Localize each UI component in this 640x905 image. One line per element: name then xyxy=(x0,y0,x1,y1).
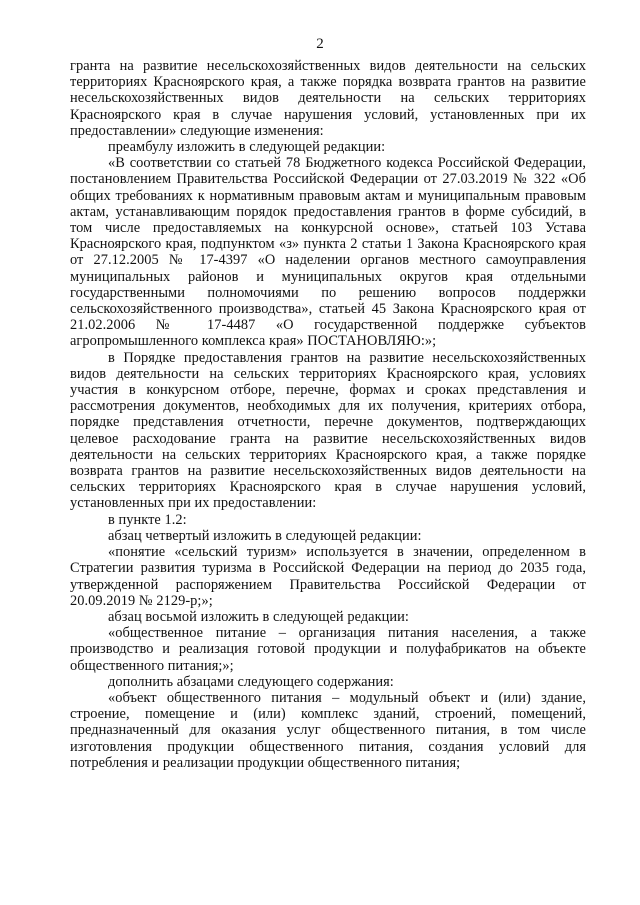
paragraph-catering-facility-definition: «объект общественного питания – модульный объект и (или) здание, строение, помещение и (или) комплекс зданий, строений, помещений, предназначенный для оказания услуг общественного питания, в том числе изготовления продукции общественного питания, создания условий для потребления и реализации продукции общественного питания; xyxy=(70,689,586,771)
paragraph-procedure-title: в Порядке предоставления грантов на развитие несельскохозяйственных видов деятельности на сельских территориях Красноярского края, условиях участия в конкурсном отборе, перечне, формах и сроках представления и рассмотрения документов, необходимых для их получения, критериях отбора, порядке представления отчетности, перечне документов, подтверждающих целевое расходование гранта на развитие несельскохозяйственных видов деятельности на сельских территориях Красноярского края, а также порядке возврата грантов на развитие несельскохозяйственных видов деятельности на сельских территориях Красноярского края в случае нарушения условий, установленных при их предоставлении: xyxy=(70,349,586,512)
paragraph-add-indents-instruction: дополнить абзацами следующего содержания: xyxy=(108,673,394,690)
paragraph-fourth-indent-instruction: абзац четвертый изложить в следующей редакции: xyxy=(108,527,422,544)
paragraph-intro-continuation: гранта на развитие несельскохозяйственных видов деятельности на сельских территориях Красноярского края, а также порядка возврата грантов на развитие несельскохозяйственных видов деятельности на сельских территориях Красноярского края в случае нарушения условий, установленных при их предоставлении» следующие изменения: xyxy=(70,58,586,139)
paragraph-clause-1-2: в пункте 1.2: xyxy=(108,511,187,528)
paragraph-preamble-text: «В соответствии со статьей 78 Бюджетного кодекса Российской Федерации, постановлением Правительства Российской Федерации от 27.03.2019 № 322 «Об общих требованиях к нормативным правовым актам и муниципальным правовым актам, устанавливающим порядок предоставления грантов в форме субсидий, в том числе предоставляемых на конкурсной основе», статьей 103 Устава Красноярского края, подпунктом «з» пункта 2 статьи 1 Закона Красноярского края от 27.12.2005 № 17-4397 «О наделении органов местного самоуправления муниципальных районов и муниципальных округов края отдельными государственными полномочиями по решению вопросов поддержки сельскохозяйственного производства», статьей 45 Закона Красноярского края от 21.02.2006 № 17-4487 «О государственной поддержке субъектов агропромышленного комплекса края» ПОСТАНОВЛЯЮ:»; xyxy=(70,155,586,350)
page-number: 2 xyxy=(316,36,324,52)
paragraph-preamble-instruction: преамбулу изложить в следующей редакции: xyxy=(108,139,386,156)
paragraph-public-catering-definition: «общественное питание – организация питания населения, а также производство и реализация готовой продукции и полуфабрикатов на объекте общественного питания;»; xyxy=(70,625,586,674)
paragraph-eighth-indent-instruction: абзац восьмой изложить в следующей редакции: xyxy=(108,608,409,625)
document-body xyxy=(70,58,586,771)
paragraph-rural-tourism-definition: «понятие «сельский туризм» используется в значении, определенном в Стратегии развития туризма в Российской Федерации на период до 2035 года, утвержденной распоряжением Правительства Российской Федерации от 20.09.2019 № 2129-р;»; xyxy=(70,544,586,609)
